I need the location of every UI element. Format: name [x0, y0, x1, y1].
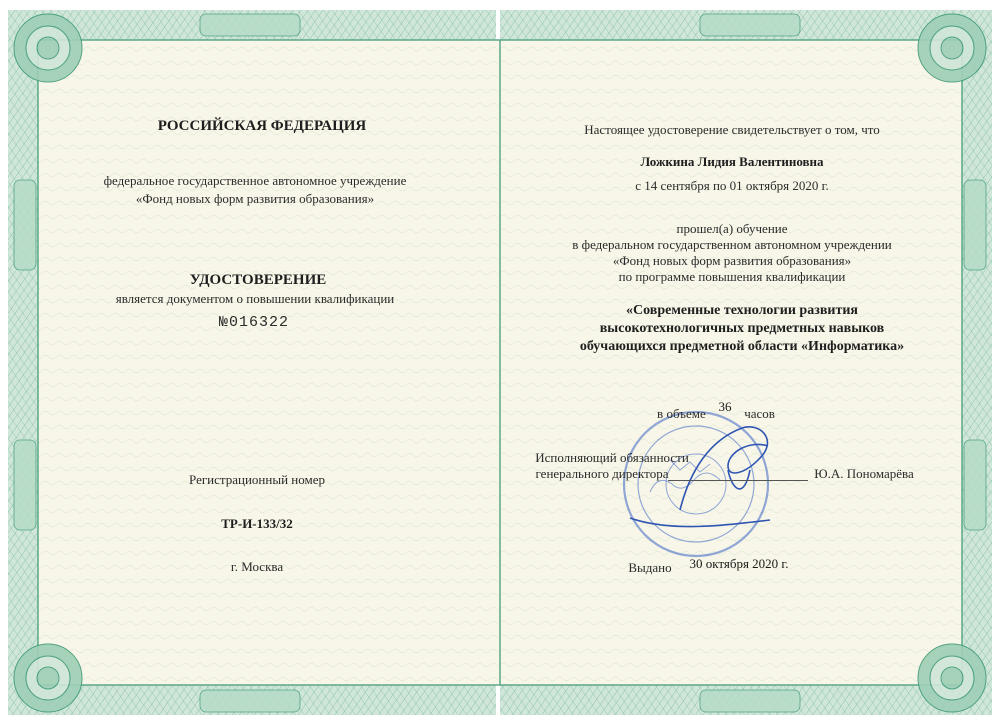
hours-row — [657, 399, 775, 422]
trained-line-2: в федеральном государственном автономном учреждении — [572, 237, 892, 252]
trained-line-4: по программе повышения квалификации — [618, 269, 846, 284]
program-line-2: высокотехнологичных предметных навыков — [599, 321, 885, 336]
institution-line-2: «Фонд новых форм развития образования» — [135, 191, 375, 206]
signature-line — [668, 480, 808, 481]
issued-label: Выдано — [628, 560, 672, 575]
signer-role-line-1: Исполняющий обязанности — [535, 450, 689, 465]
document-title: УДОСТОВЕРЕНИЕ — [189, 272, 327, 288]
trained-line-3: «Фонд новых форм развития образования» — [612, 253, 852, 268]
training-period: с 14 сентября по 01 октября 2020 г. — [635, 178, 829, 193]
number-prefix: № — [218, 314, 229, 331]
program-line-3: обучающихся предметной области «Информатика» — [579, 339, 905, 354]
registration-number: ТР-И-133/32 — [221, 516, 293, 531]
hours-label: часов — [744, 406, 775, 421]
hours-value: 36 — [718, 399, 732, 414]
certificate-number — [219, 314, 289, 331]
right-guilloche-frame — [500, 0, 1000, 727]
intro-text: Настоящее удостоверение свидетельствует о том, что — [584, 122, 880, 137]
official-seal — [610, 400, 790, 570]
person-name: Ложкина Лидия Валентиновна — [640, 154, 824, 169]
program-line-1: «Современные технологии развития — [626, 303, 858, 318]
signer-role-line-2: генерального директора — [535, 466, 669, 481]
country-heading: РОССИЙСКАЯ ФЕДЕРАЦИЯ — [157, 118, 367, 134]
signer-name: Ю.А. Пономарёва — [814, 466, 914, 481]
institution-line-1: федеральное государственное автономное учреждение — [103, 173, 407, 188]
volume-label: в объеме — [657, 406, 706, 421]
number-value: 016322 — [229, 314, 290, 331]
registration-label: Регистрационный номер — [189, 472, 325, 487]
right-page — [500, 0, 1000, 727]
issued-date: 30 октября 2020 г. — [689, 556, 789, 571]
city: г. Москва — [230, 559, 284, 574]
document-subtitle: является документом о повышении квалификации — [115, 291, 395, 306]
trained-line-1: прошел(а) обучение — [676, 221, 788, 236]
